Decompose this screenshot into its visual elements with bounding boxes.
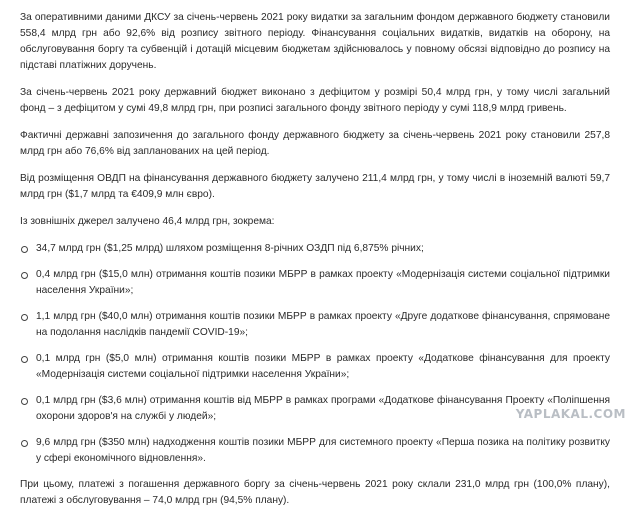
list-item-text: 1,1 млрд грн ($40,0 млн) отримання коштів позики МБРР в рамках проекту «Друге додаткове фінансування, спрямоване на подолання наслідків пандемії COVID-19»; <box>36 311 610 338</box>
bullet-icon <box>21 272 28 279</box>
list-item-text: 9,6 млрд грн ($350 млн) надходження коштів позики МБРР для системного проекту «Перша позика на політику розвитку у сфері економічного відновлення». <box>36 437 610 464</box>
bullet-icon <box>21 246 28 253</box>
external-sources-list <box>20 241 610 467</box>
paragraph-borrowings: Фактичні державні запозичення до загального фонду державного бюджету за січень-червень 2021 року становили 257,8 млрд грн або 76,6% від запланованих на цей період. <box>20 130 610 157</box>
bullet-icon <box>21 440 28 447</box>
list-item <box>20 267 610 299</box>
list-item-text: 34,7 млрд грн ($1,25 млрд) шляхом розміщення 8-річних ОЗДП під 6,875% річних; <box>36 243 424 254</box>
list-item-text: 0,1 млрд грн ($5,0 млн) отримання коштів позики МБРР в рамках проекту «Додаткове фінансування для проекту «Модернізація системи соціальної підтримки населення України»; <box>36 353 610 380</box>
list-item <box>20 241 610 257</box>
bullet-icon <box>21 398 28 405</box>
list-item-text: 0,4 млрд грн ($15,0 млн) отримання коштів позики МБРР в рамках проекту «Модернізація системи соціальної підтримки населення України»; <box>36 269 610 296</box>
list-item-text: 0,1 млрд грн ($3,6 млн) отримання коштів від МБРР в рамках програми «Додаткове фінансування Проекту «Поліпшення охорони здоров'я на службі у людей»; <box>36 395 610 422</box>
article-body <box>20 10 610 520</box>
list-item <box>20 351 610 383</box>
bullet-icon <box>21 356 28 363</box>
list-item <box>20 435 610 467</box>
paragraph-deficit: За січень-червень 2021 року державний бюджет виконано з дефіцитом у розмірі 50,4 млрд грн, у тому числі загальний фонд – з дефіцитом у сумі 49,8 млрд грн, при розписі загального фонду звітного періоду у сумі 118,9 млрд гривень. <box>20 87 610 114</box>
paragraph-ovdp: Від розміщення ОВДП на фінансування державного бюджету залучено 211,4 млрд грн, у тому числі в іноземній валюті 59,7 млрд грн ($1,7 млрд та €409,9 млн євро). <box>20 173 610 200</box>
watermark: YAPLAKAL.COM <box>515 407 626 421</box>
bullet-icon <box>21 314 28 321</box>
paragraph-expenditures: За оперативними даними ДКСУ за січень-червень 2021 року видатки за загальним фондом державного бюджету становили 558,4 млрд грн або 92,6% від розпису звітного періоду. Фінансування соціальних видатків, видатків на оборону, на обслуговування боргу та субвенцій і дотацій місцевим бюджетам здійснювалось у повному обсязі відповідно до розпису на підставі платіжних доручень. <box>20 12 610 71</box>
list-item <box>20 309 610 341</box>
paragraph-external-sources: Із зовнішніх джерел залучено 46,4 млрд грн, зокрема: <box>20 216 275 227</box>
paragraph-debt-payments: При цьому, платежі з погашення державного боргу за січень-червень 2021 року склали 231,0 млрд грн (100,0% плану), платежі з обслуговування – 74,0 млрд грн (94,5% плану). <box>20 479 610 506</box>
